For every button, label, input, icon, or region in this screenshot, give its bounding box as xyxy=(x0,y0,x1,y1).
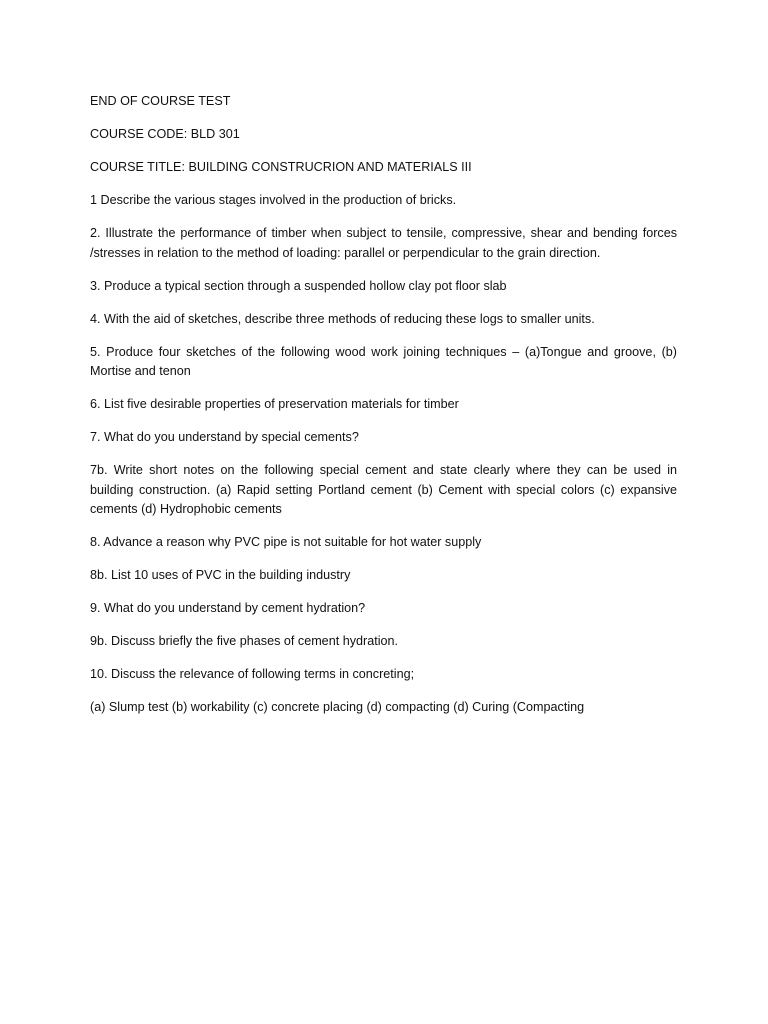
question-4: 4. With the aid of sketches, describe three methods of reducing these logs to smaller units. xyxy=(90,311,595,326)
question-10-items: (a) Slump test (b) workability (c) concrete placing (d) compacting (d) Curing (Compacting xyxy=(90,700,585,714)
question-10: 10. Discuss the relevance of following terms in concreting; xyxy=(90,667,415,681)
course-code: COURSE CODE: BLD 301 xyxy=(90,127,240,141)
document-body xyxy=(90,92,677,731)
question-5: 5. Produce four sketches of the following wood work joining techniques – (a)Tongue and groove, (b) Mortise and tenon xyxy=(90,344,677,378)
question-2: 2. Illustrate the performance of timber when subject to tensile, compressive, shear and bending forces /stresses in relation to the method of loading: parallel or perpendicular to the grain direction. xyxy=(90,226,677,260)
question-7: 7. What do you understand by special cements? xyxy=(90,430,359,444)
question-7b: 7b. Write short notes on the following special cement and state clearly where they can be used in building construction. (a) Rapid setting Portland cement (b) Cement with special colors (c) expansive cements (d) Hydrophobic cements xyxy=(90,463,677,516)
question-9: 9. What do you understand by cement hydration? xyxy=(90,601,366,615)
question-1: 1 Describe the various stages involved in the production of bricks. xyxy=(90,193,457,207)
question-8b: 8b. List 10 uses of PVC in the building industry xyxy=(90,568,351,582)
question-8: 8. Advance a reason why PVC pipe is not suitable for hot water supply xyxy=(90,535,482,549)
course-title: COURSE TITLE: BUILDING CONSTRUCRION AND MATERIALS III xyxy=(90,160,472,174)
test-title: END OF COURSE TEST xyxy=(90,94,231,108)
question-3: 3. Produce a typical section through a suspended hollow clay pot floor slab xyxy=(90,278,507,293)
question-9b: 9b. Discuss briefly the five phases of cement hydration. xyxy=(90,634,398,648)
question-6: 6. List five desirable properties of preservation materials for timber xyxy=(90,397,459,411)
